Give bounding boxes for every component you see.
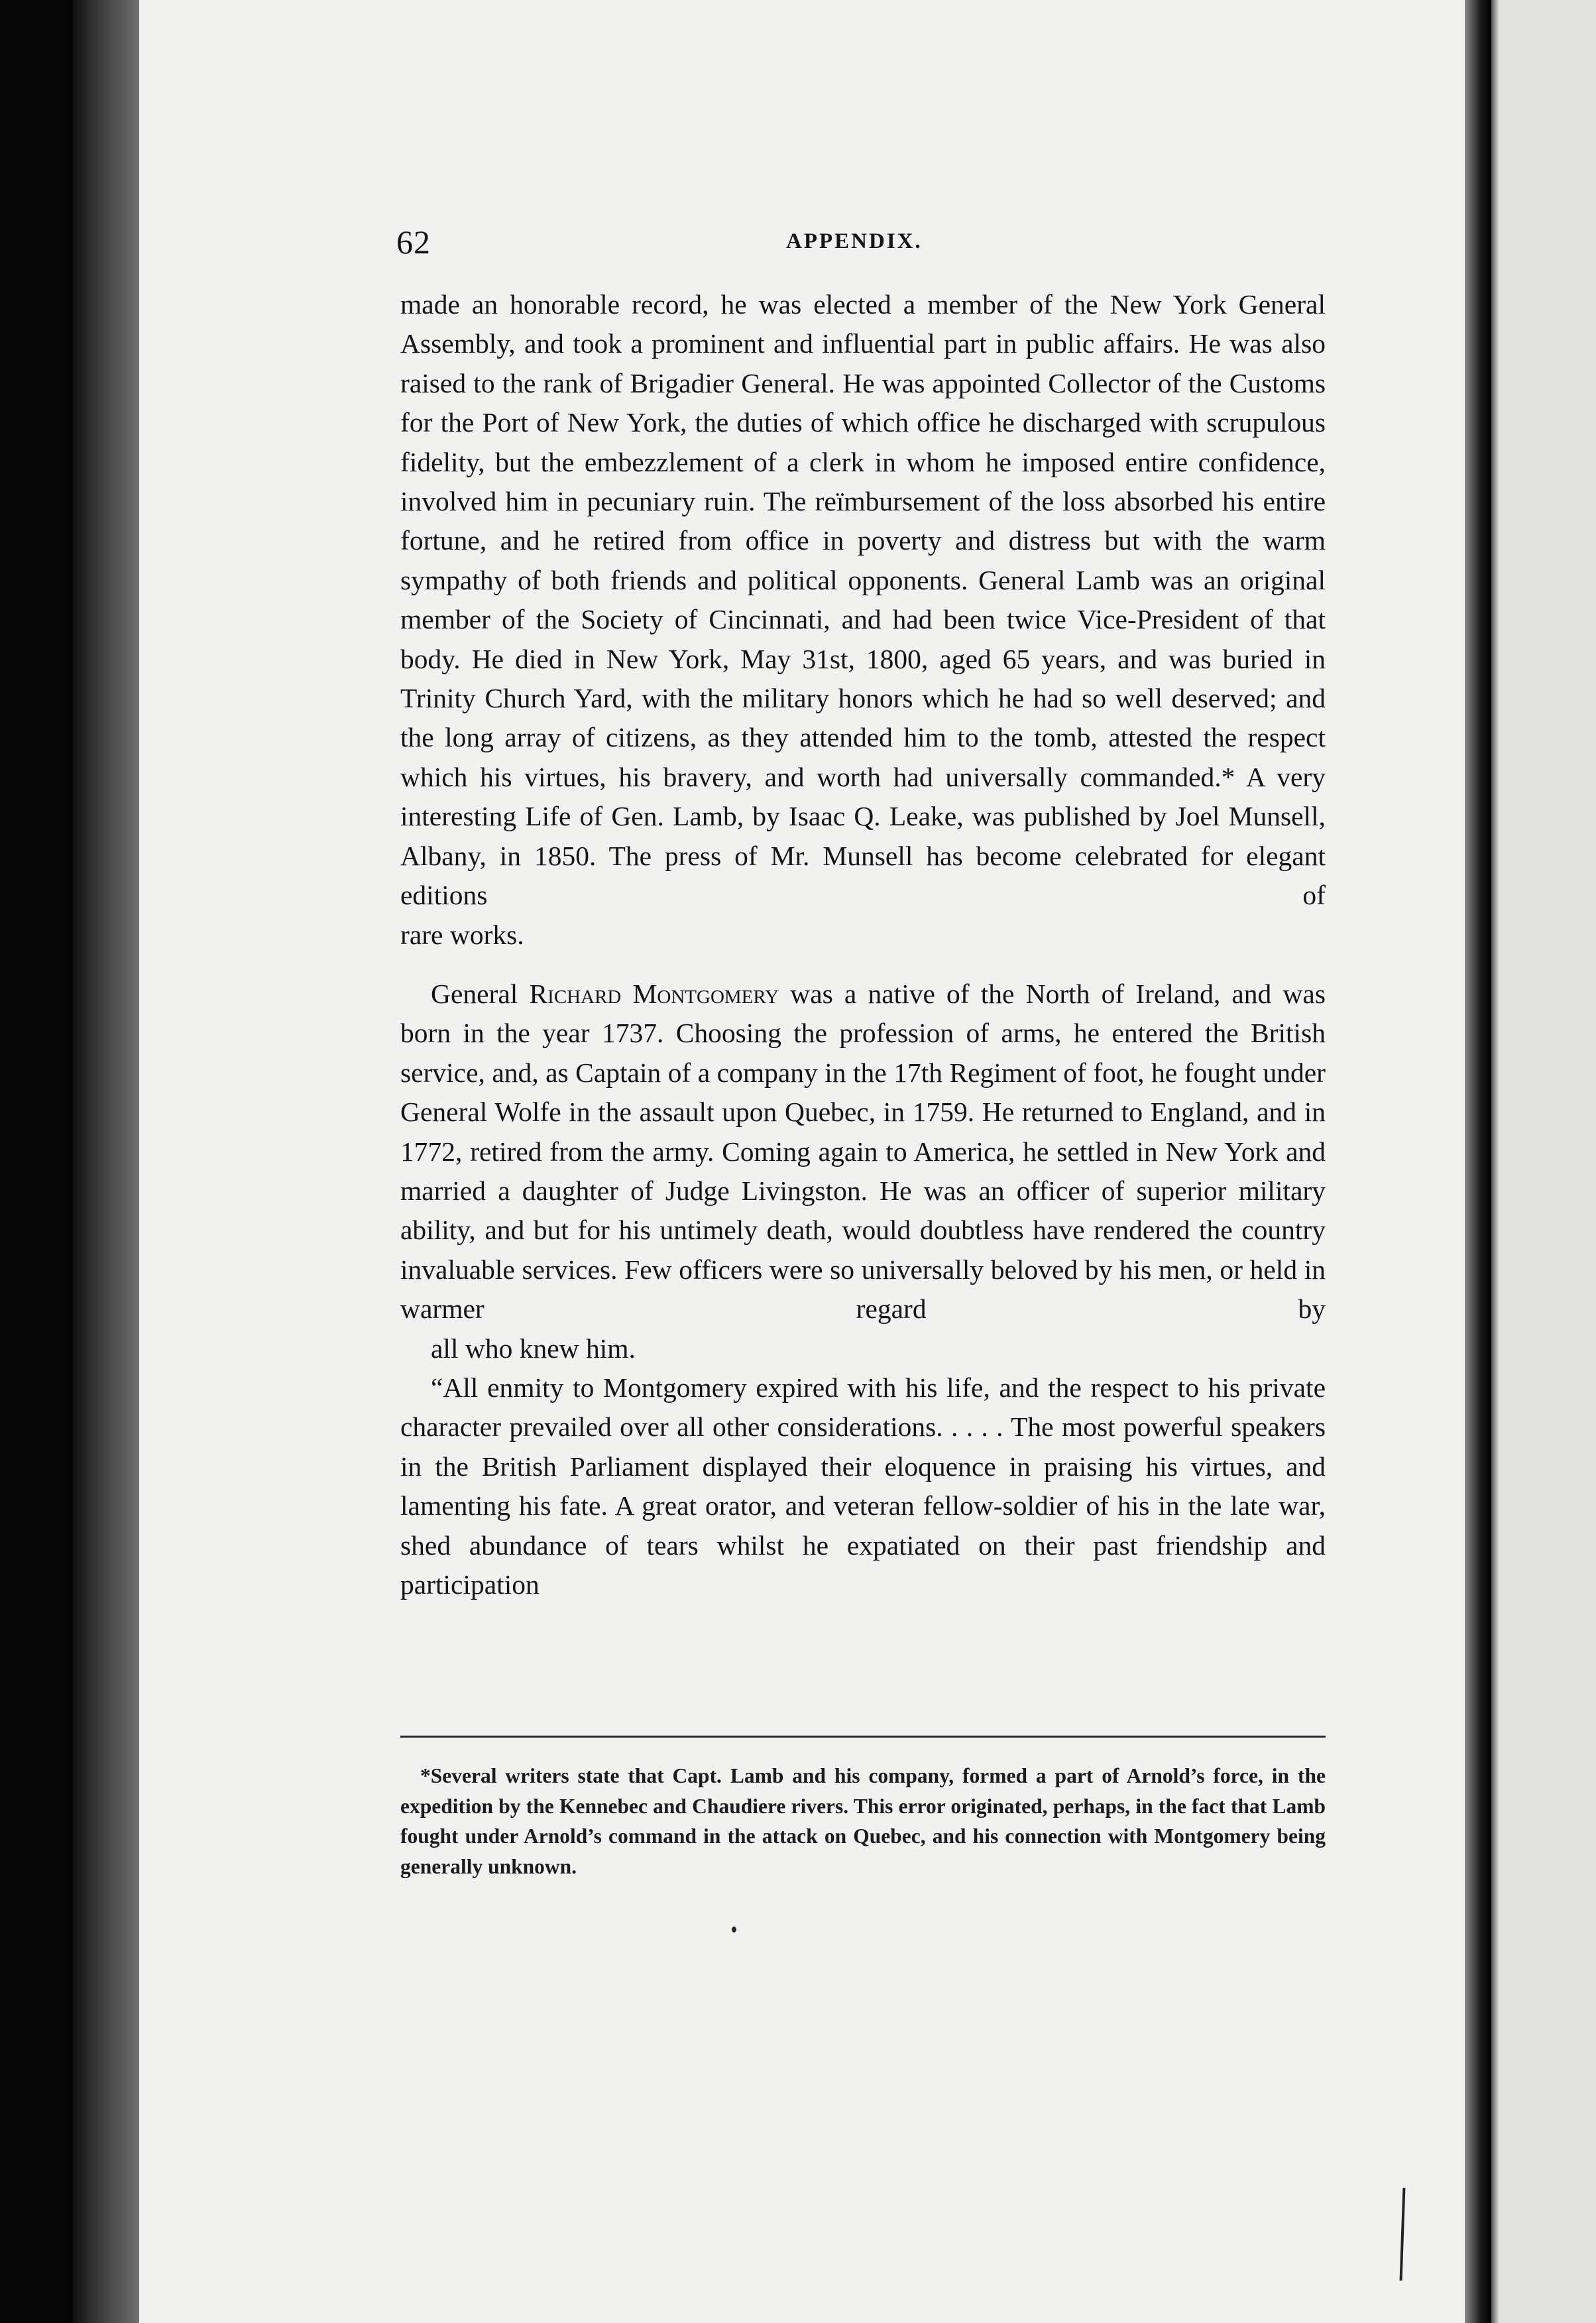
book-binding-edge: [73, 0, 146, 2323]
montgomery-name: Richard Montgomery: [529, 978, 779, 1009]
paragraph-montgomery-text: was a native of the North of Ireland, and was born in the year 1737. Choosing the profession of arms, he entered the British service, and, as Captain of a company in the 17th Regiment of foot, he fought under General Wolfe in the assault upon Quebec, in 1759. He returned to England, and in 1772, retired from the army. Coming again to America, he settled in New York and married a daughter of Judge Livingston. He was an officer of superior military ability, and but for his untimely death, would doubtless have rendered the country invaluable services. Few officers were so universally beloved by his men, or held in warmer regard by: [400, 978, 1326, 1325]
page-gutter-shadow: [1465, 0, 1491, 2323]
footnote-rule: [400, 1736, 1326, 1738]
ink-speck: [732, 1927, 736, 1933]
paragraph-lamb-text: made an honorable record, he was elected a member of the New York General Assembly, and took a prominent and influential part in public affairs. He was also raised to the rank of Brigadier General. He was appointed Collector of the Customs for the Port of New York, the duties of which office he discharged with scrupulous fidelity, but the embezzlement of a clerk in whom he imposed entire confidence, involved him in pecuniary ruin. The reïmbursement of the loss absorbed his entire fortune, and he retired from office in poverty and distress but with the warm sympathy of both friends and political opponents. General Lamb was an original member of the Society of Cincinnati, and had been twice Vice-President of that body. He died in New York, May 31st, 1800, aged 65 years, and was buried in Trinity Church Yard, with the military honors which he had so well deserved; and the long array of citizens, as they attended him to the tomb, attested the respect which his virtues, his bravery, and worth had universally commanded.* A very interesting Life of Gen. Lamb, by Isaac Q. Leake, was published by Joel Munsell, Albany, in 1850. The press of Mr. Munsell has become celebrated for elegant editions of: [400, 289, 1326, 911]
page-header: [396, 223, 1326, 263]
paragraph-quotation: [400, 1368, 1326, 1604]
paragraph-montgomery: [400, 975, 1326, 1368]
footnote: *Several writers state that Capt. Lamb and his company, formed a part of Arnold’s force, in the expedition by the Kennebec and Chaudiere rivers. This error originated, perhaps, in the fact that Lamb fought under Arnold’s command in the attack on Quebec, and his connection with Montgomery being generally unknown.: [400, 1764, 1326, 1878]
paragraph-lamb: [400, 285, 1326, 955]
paragraph-montgomery-last-line: all who knew him.: [431, 1333, 636, 1364]
paragraph-montgomery-lead: General: [431, 978, 518, 1009]
paragraph-lamb-last-line: rare works.: [400, 919, 524, 950]
paragraph-quotation-text: “All enmity to Montgomery expired with his life, and the respect to his private character prevailed over all other considerations. . . . . The most powerful speakers in the British Parliament displayed their eloquence in praising his virtues, and lamenting his fate. A great orator, and veteran fellow-soldier of his in the late war, shed abundance of tears whilst he expatiated on their past friendship and participation: [400, 1372, 1326, 1600]
facing-page-edge: [1491, 0, 1596, 2323]
running-head: APPENDIX.: [786, 229, 923, 253]
body-text: [400, 285, 1326, 1604]
page-number: 62: [396, 223, 431, 261]
